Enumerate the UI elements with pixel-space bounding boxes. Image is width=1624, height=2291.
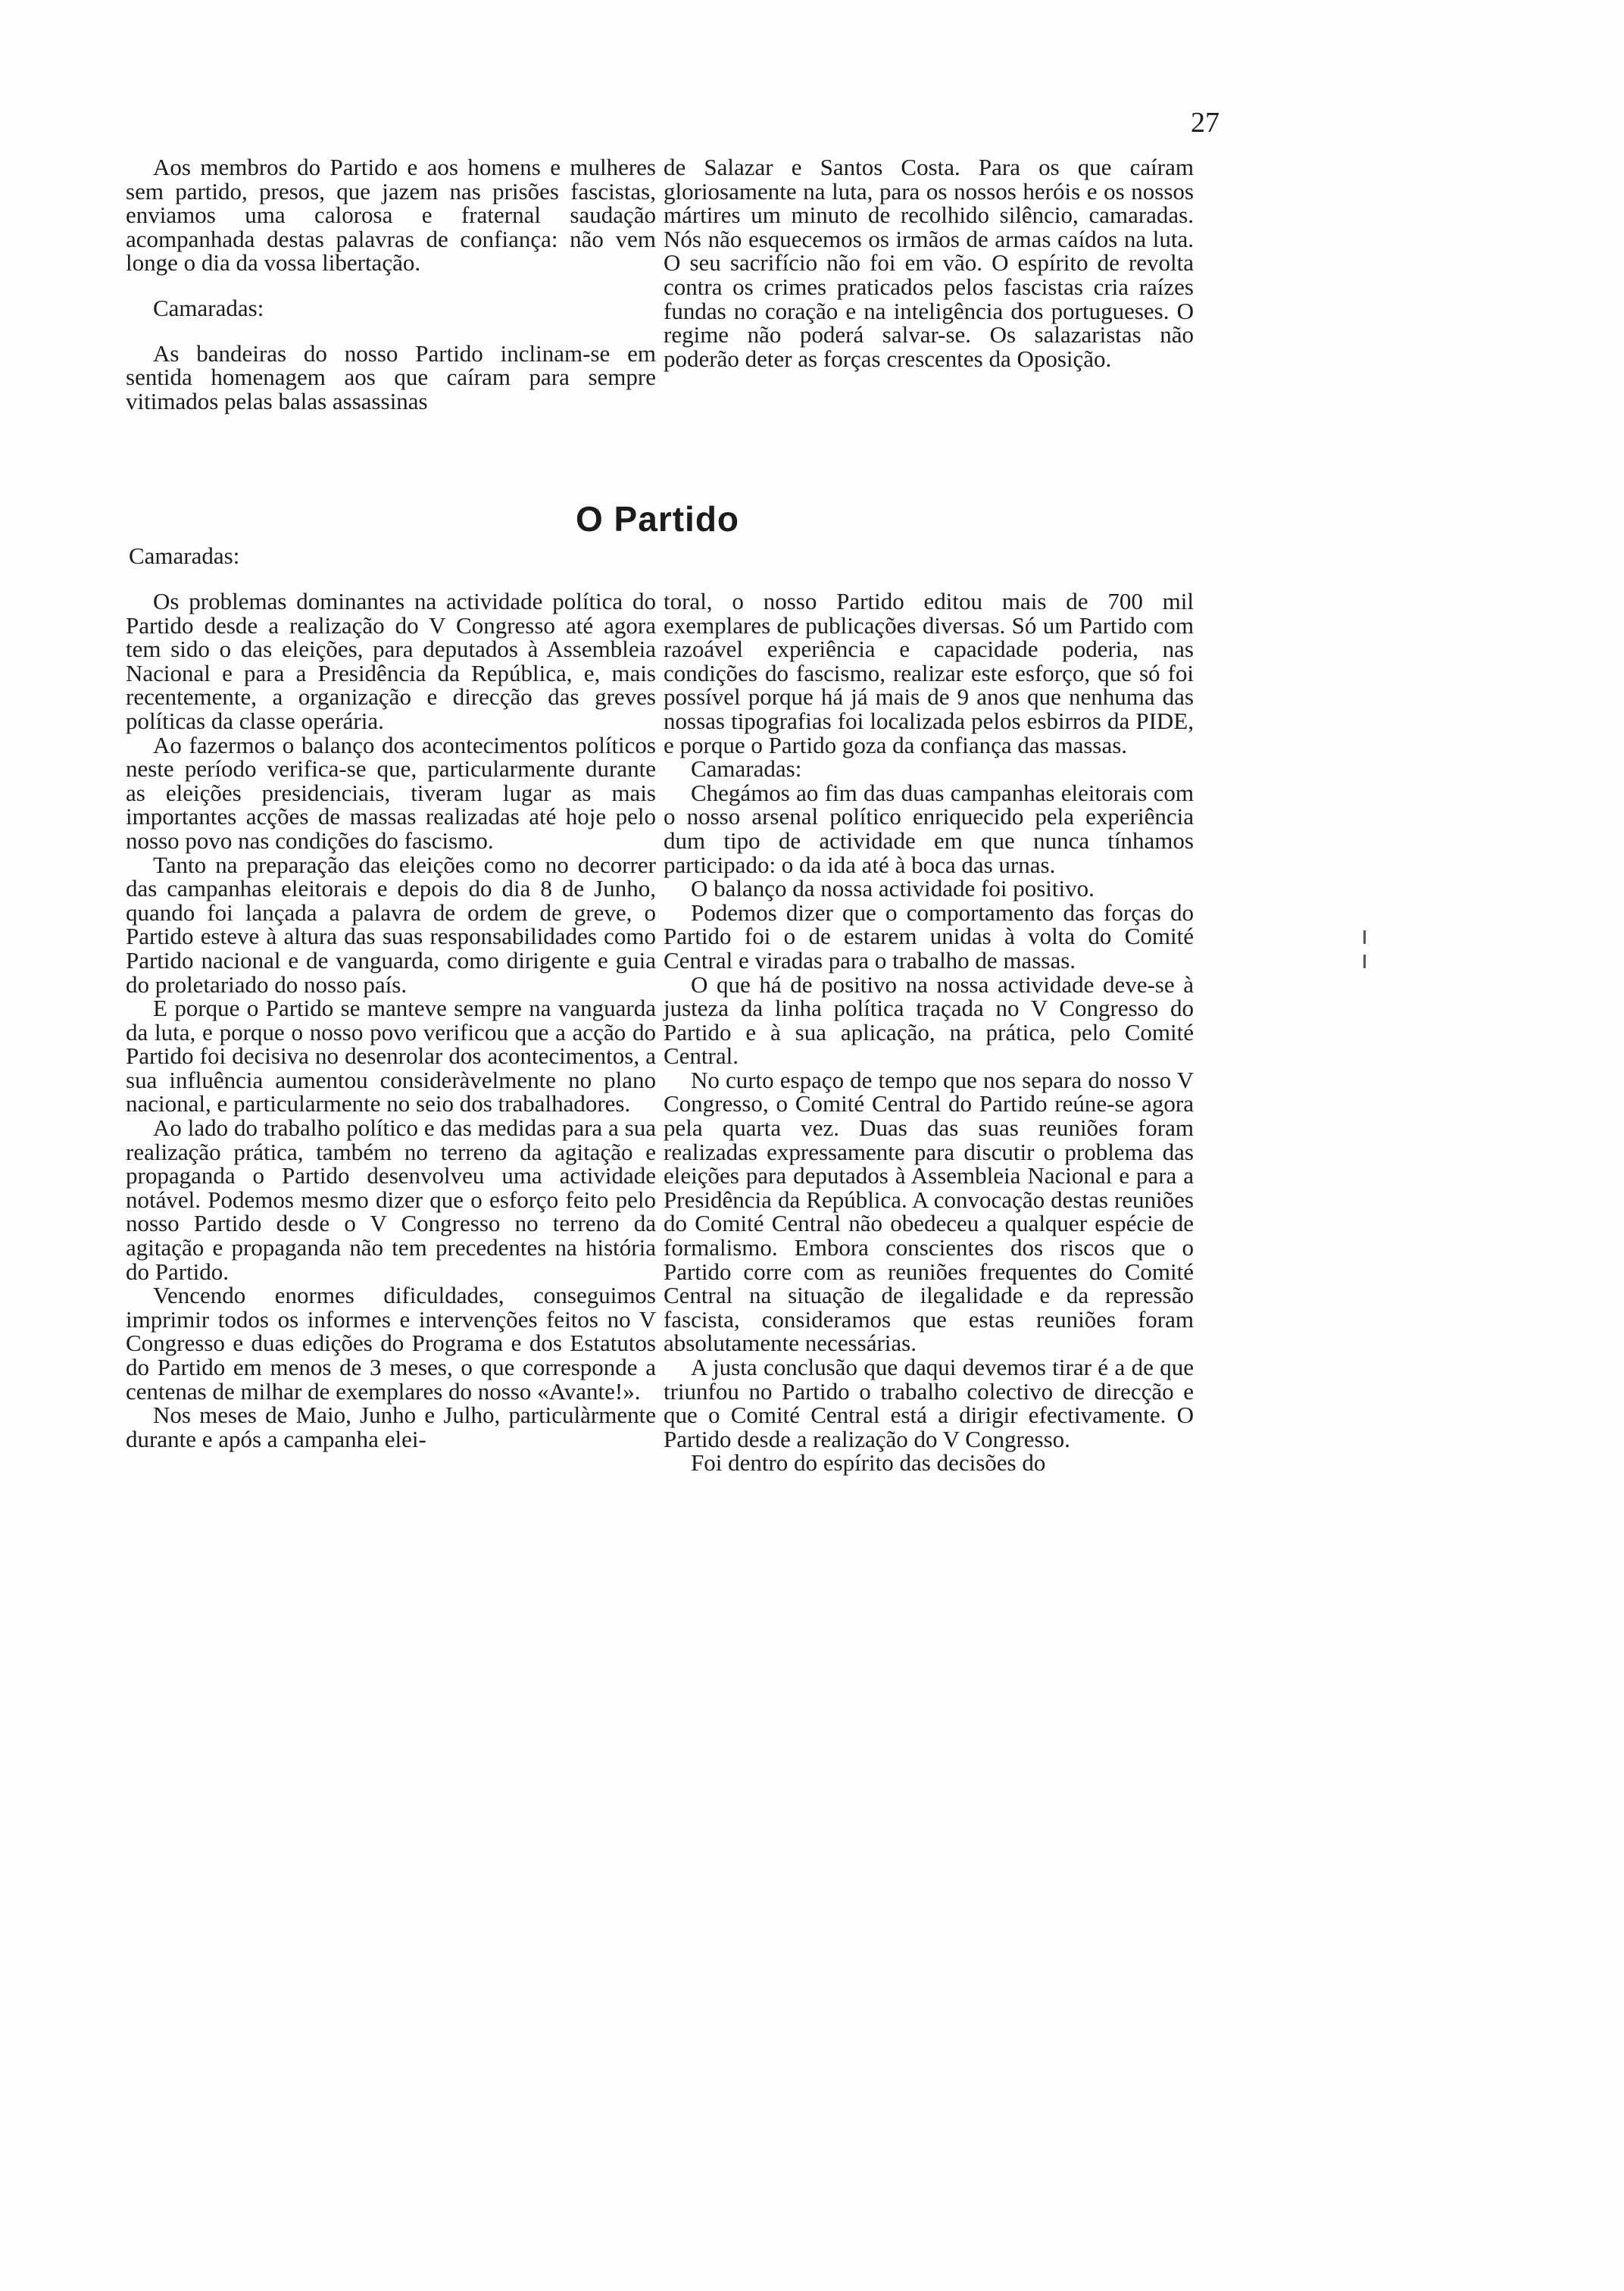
bottom-right-column xyxy=(664,589,1194,1475)
paragraph: Nos meses de Maio, Junho e Julho, particulàrmente durante e após a campanha elei- xyxy=(126,1402,656,1452)
paragraph: de Salazar e Santos Costa. Para os que caíram gloriosamente na luta, para os nossos heróis e os nossos mártires um minuto de recolhido silêncio, camaradas. Nós não esquecemos os irmãos de armas caídos na luta. O seu sacrifício não foi em vão. O espírito de revolta contra os crimes praticados pelos fascistas cria raízes fundas no coração e na inteligência dos portugueses. O regime não poderá salvar-se. Os salazaristas não poderão deter as forças crescentes da Oposição. xyxy=(664,154,1194,372)
paragraph: No curto espaço de tempo que nos separa do nosso V Congresso, o Comité Central do Partido reúne-se agora pela quarta vez. Duas das suas reuniões foram realizadas expressamente para discutir o problema das eleições para deputados à Assembleia Nacional e para a Presidência da República. A convocação destas reuniões do Comité Central não obedeceu a qualquer espécie de formalismo. Embora conscientes dos riscos que o Partido corre com as reuniões frequentes do Comité Central na situação de ilegalidade e da repressão fascista, consideramos que estas reuniões foram absolutamente necessárias. xyxy=(664,1066,1194,1357)
paragraph: Foi dentro do espírito das decisões do xyxy=(691,1449,1046,1477)
bottom-left-column xyxy=(126,589,656,1451)
top-right-column xyxy=(664,155,1194,370)
paragraph: Tanto na preparação das eleições como no decorrer das campanhas eleitorais e depois do dia 8 de Junho, quando foi lançada a palavra de ordem de greve, o Partido esteve à altura das suas responsabilidades como Partido nacional e de vanguarda, como dirigente e guia do proletariado do nosso país. xyxy=(126,851,656,998)
paragraph: Vencendo enormes dificuldades, conseguimos imprimir todos os informes e intervenções feitos no V Congresso e duas edições do Programa e dos Estatutos do Partido em menos de 3 meses, o que corresponde a centenas de milhar de exemplares do nosso «Avante!». xyxy=(126,1282,656,1405)
paragraph: Podemos dizer que o comportamento das forças do Partido foi o de estarem unidas à volta do Comité Central e viradas para o trabalho de massas. xyxy=(664,899,1194,974)
paragraph: Ao lado do trabalho político e das medidas para a sua realização prática, também no terreno da agitação e propaganda o Partido desenvolveu uma actividade notável. Podemos mesmo dizer que o esforço feito pelo nosso Partido desde o V Congresso no terreno da agitação e propaganda não tem precedentes na história do Partido. xyxy=(126,1114,656,1285)
top-left-column xyxy=(126,155,656,413)
paragraph: As bandeiras do nosso Partido inclinam-se em sentida homenagem aos que caíram para sempre vitimados pelas balas assassinas xyxy=(126,339,656,414)
paragraph: A justa conclusão que daqui devemos tirar é a de que triunfou no Partido o trabalho colectivo de direcção e que o Comité Central está a dirigir efectivamente. O Partido desde a realização do V Congresso. xyxy=(664,1354,1194,1452)
salutation: Camaradas: xyxy=(691,755,802,783)
salutation: Camaradas: xyxy=(153,294,264,321)
paragraph: Os problemas dominantes na actividade política do Partido desde a realização do V Congresso até agora tem sido o das eleições, para deputados à Assembleia Nacional e para a Presidência da República, e, mais recentemente, a organização e direcção das greves políticas da classe operária. xyxy=(126,588,656,734)
paragraph: Aos membros do Partido e aos homens e mulheres sem partido, presos, que jazem nas prisões fascistas, enviamos uma calorosa e fraternal saudação acompanhada destas palavras de confiança: não vem longe o dia da vossa libertação. xyxy=(126,154,656,277)
section-title: O Partido xyxy=(576,499,740,539)
section-salutation: Camaradas: xyxy=(129,542,240,569)
page-number: 27 xyxy=(1191,107,1220,139)
paragraph: E porque o Partido se manteve sempre na vanguarda da luta, e porque o nosso povo verificou que a acção do Partido foi decisiva no desenrolar dos acontecimentos, a sua influência aumentou consideràvelmente no plano nacional, e particularmente no seio dos trabalhadores. xyxy=(126,995,656,1117)
paragraph: O balanço da nossa actividade foi positivo. xyxy=(691,875,1095,902)
paragraph: toral, o nosso Partido editou mais de 700 mil exemplares de publicações diversas. Só um Partido com razoável experiência e capacidade poderia, nas condições do fascismo, realizar este esforço, que só foi possível porque há já mais de 9 anos que nenhuma das nossas tipografias foi localizada pelos esbirros da PIDE, e porque o Partido goza da confiança das massas. xyxy=(664,588,1194,758)
paragraph: Chegámos ao fim das duas campanhas eleitorais com o nosso arsenal político enriquecido pela experiência dum tipo de actividade em que nunca tínhamos participado: o da ida até à boca das urnas. xyxy=(664,779,1194,878)
paragraph: O que há de positivo na nossa actividade deve-se à justeza da linha política traçada no V Congresso do Partido e à sua aplicação, na prática, pelo Comité Central. xyxy=(664,970,1194,1070)
paragraph: Ao fazermos o balanço dos acontecimentos políticos neste período verifica-se que, particularmente durante as eleições presidenciais, tiveram lugar as mais importantes acções de massas realizadas até hoje pelo nosso povo nas condições do fascismo. xyxy=(126,731,656,854)
scan-mark xyxy=(1363,930,1366,944)
scan-mark xyxy=(1363,955,1366,968)
